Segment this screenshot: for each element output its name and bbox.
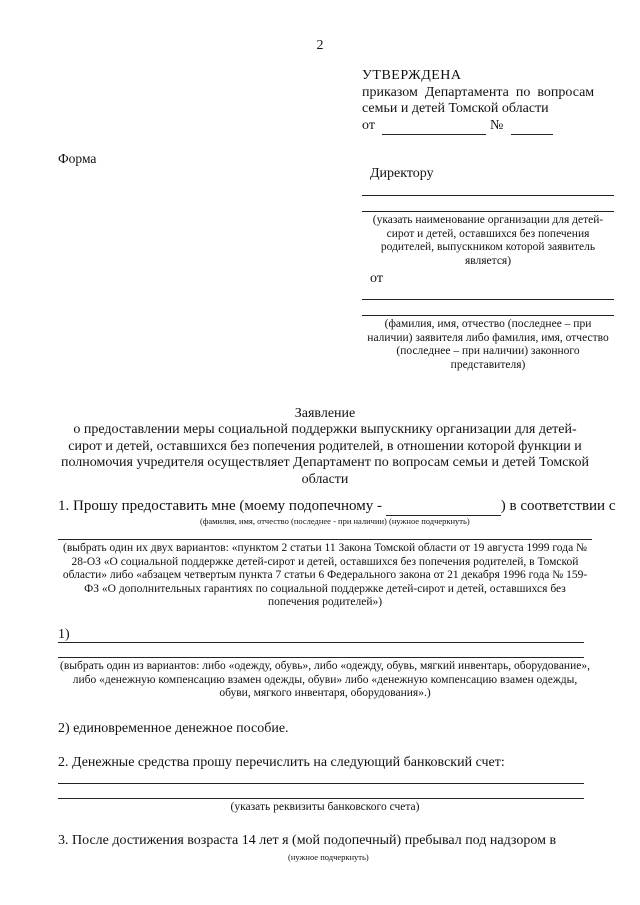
approval-title: УТВЕРЖДЕНА — [362, 68, 462, 83]
sub-item-2: 2) единовременное денежное пособие. — [58, 721, 289, 736]
approval-number-sign: № — [489, 117, 504, 133]
item-1-text-before: 1. Прошу предоставить мне (моему подопечному - — [58, 498, 382, 514]
item-1-row — [58, 498, 618, 516]
statement-title: Заявление — [294, 406, 356, 421]
ward-name-field[interactable] — [386, 498, 501, 516]
item-2-text: 2. Денежные средства прошу перечислить на следующий банковский счет: — [58, 755, 505, 770]
approval-date-row — [362, 118, 622, 136]
addressee-to: Директору — [370, 166, 434, 181]
approval-block — [362, 68, 622, 135]
item-1-text-after: ) в соответствии с — [500, 498, 616, 514]
page-number: 2 — [316, 38, 324, 53]
bank-line-1[interactable] — [58, 783, 584, 784]
item-3-hint: (нужное подчеркнуть) — [288, 852, 369, 862]
sub-item-1-hint: (выбрать один из вариантов: либо «одежду, обувь», либо «одежду, обувь, мягкий инвентарь, оборудование», либо «денежную компенсацию взамен одежды, обуви» либо «денежную компенсацию взамен одежды, обуви, мягкого инвентаря, оборудования».) — [60, 660, 590, 699]
addressee-line-1[interactable] — [362, 195, 614, 196]
law-hint: (выбрать один их двух вариантов: «пунктом 2 статьи 11 Закона Томской области от 19 августа 1999 года № 28-ОЗ «О социальной поддержке детей-сирот и детей, оставшихся без попечения родителей, в Томской области» либо «абзацем четвертым пункта 7 статьи 6 Федерального закона от 21 декабря 1996 года № 159-ФЗ «О дополнительных гарантиях по социальной поддержке детей-сирот и детей, оставшихся без попечения родителей») — [62, 542, 588, 608]
addressee-line-2[interactable] — [362, 211, 614, 212]
sub-item-1-label: 1) — [58, 627, 70, 642]
applicant-line-2[interactable] — [362, 315, 614, 316]
form-label: Форма — [58, 151, 97, 166]
sub-item-1-line-2[interactable] — [58, 657, 584, 658]
sub-item-1-line-1[interactable] — [58, 642, 584, 643]
item-1-hint: (фамилия, имя, отчество (последнее - при наличии) (нужное подчеркнуть) — [200, 516, 470, 526]
org-hint: (указать наименование организации для детей-сирот и детей, оставшихся без попечения родителей, выпускником которой заявитель является) — [372, 214, 604, 267]
law-line[interactable] — [58, 539, 592, 540]
approval-date-field[interactable] — [382, 118, 486, 136]
item-3-text: 3. После достижения возраста 14 лет я (мой подопечный) пребывал под надзором в — [58, 833, 557, 848]
applicant-line-1[interactable] — [362, 299, 614, 300]
name-hint: (фамилия, имя, отчество (последнее – при наличии) заявителя либо фамилия, имя, отчество (последнее – при наличии) законного представителя) — [367, 318, 609, 371]
approval-line-1: приказом Департамента по вопросам — [362, 84, 595, 100]
bank-hint: (указать реквизиты банковского счета) — [230, 801, 420, 813]
approval-date-prefix: от — [362, 117, 375, 133]
approval-line-2: семьи и детей Томской области — [362, 101, 549, 116]
statement-subtitle: о предоставлении меры социальной поддержки выпускнику организации для детей-сирот и детей, оставшихся без попечения родителей, в отношении которой функции и полномочия учредителя осуществляет Департамент по вопросам семьи и детей Томской области — [61, 422, 589, 487]
approval-number-field[interactable] — [511, 118, 553, 136]
bank-line-2[interactable] — [58, 798, 584, 799]
addressee-from: от — [370, 271, 383, 286]
